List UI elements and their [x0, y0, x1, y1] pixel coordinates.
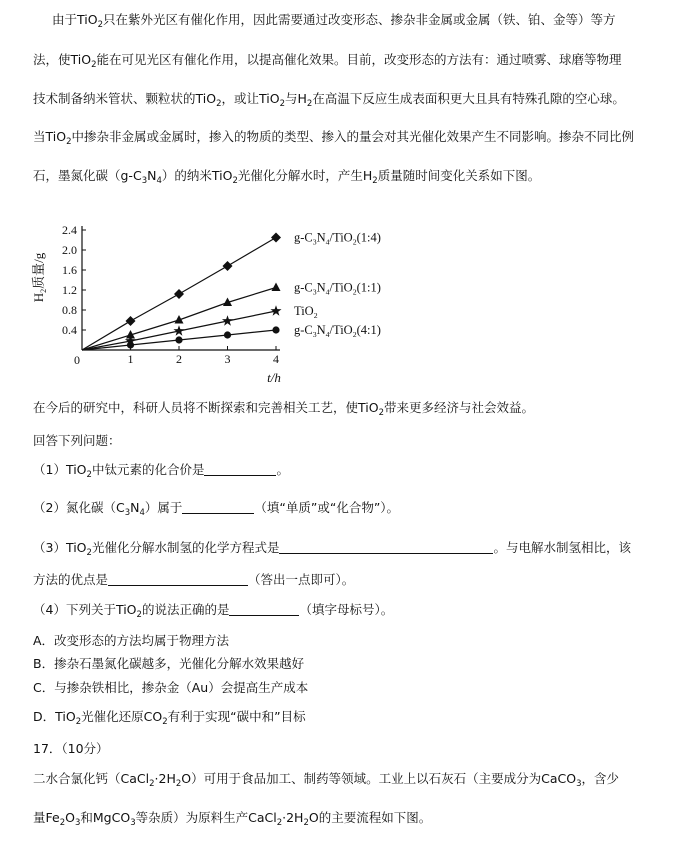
circle-marker — [127, 341, 134, 348]
star-marker — [270, 305, 281, 315]
question-2 — [33, 500, 670, 516]
text-run: N — [316, 280, 326, 295]
text-run: D．TiO — [33, 709, 76, 724]
text-run: 质量/g — [31, 252, 46, 289]
series-label — [294, 304, 318, 320]
subscript: 3 — [312, 237, 317, 247]
text-run: ）的纳米TiO — [161, 168, 233, 183]
subscript: 4 — [325, 237, 330, 247]
text-run: 光催化分解水制氢的化学方程式是 — [91, 540, 280, 555]
subscript: 2 — [352, 330, 357, 339]
text-run: g-C — [294, 280, 313, 295]
text-run: 中掺杂非金属或金属时，掺入的物质的类型、掺入的量会对其光催化效果产生不同影响。掺杂不同比例 — [71, 129, 635, 144]
text-run: 技术制备纳米管状、颗粒状的TiO — [33, 91, 217, 106]
option-d — [33, 709, 670, 725]
text-run: （填字母标号）。 — [299, 602, 394, 617]
text-run: 等杂质）为原料生产CaCl — [135, 810, 277, 825]
subscript: 2 — [303, 818, 309, 828]
text-run: （填“单质”或“化合物”）。 — [254, 500, 400, 515]
text-run: 光催化分解水时，产生H — [237, 168, 373, 183]
circle-marker — [175, 336, 182, 343]
text-run: H — [31, 292, 46, 303]
diamond-marker — [126, 316, 136, 326]
x-axis-label: t/h — [267, 370, 281, 385]
question-17-heading: 17．（10分） — [33, 741, 109, 756]
text-run: O）可用于食品加工、制药等领域。工业上以石灰石（主要成分为CaCO — [181, 771, 577, 786]
circle-marker — [224, 331, 231, 338]
text-run: g-C — [294, 230, 313, 245]
y-axis-label — [31, 252, 48, 302]
y-tick-label: 0.8 — [62, 303, 77, 317]
text-run: (4:1) — [356, 323, 381, 337]
text-run: （4）下列关于TiO — [33, 602, 137, 617]
text-run: 。与电解水制氢相比，该 — [493, 540, 631, 555]
y-tick-label: 2.0 — [62, 243, 77, 257]
subscript: 2 — [306, 99, 313, 109]
subscript: 2 — [372, 176, 378, 186]
text-run: 与H — [285, 91, 307, 106]
subscript: 2 — [352, 237, 357, 247]
diamond-marker — [223, 261, 233, 271]
text-run: 和MgCO — [80, 810, 131, 825]
subscript: 2 — [232, 176, 238, 186]
text-run: 只在紫外光区有催化作用，因此需要通过改变形态、掺杂非金属或金属（铁、铂、金等）等方 — [103, 12, 616, 27]
paragraph-2 — [33, 400, 670, 416]
text-run: (1:4) — [356, 230, 381, 245]
diamond-marker — [271, 233, 281, 243]
text-run: 中钛元素的化合价是 — [91, 462, 205, 477]
subscript: 3 — [74, 818, 81, 828]
subscript: 2 — [91, 60, 97, 70]
text-run: g-C — [294, 323, 313, 337]
question-1 — [33, 462, 670, 478]
paragraph-1-line-4 — [33, 129, 670, 145]
subscript: 2 — [313, 311, 318, 320]
question-3-line-1 — [33, 540, 670, 556]
subscript: 2 — [66, 137, 72, 147]
x-tick-label: 3 — [224, 352, 231, 366]
text-run: 在高温下反应生成表面积更大且具有特殊孔隙的空心球。 — [312, 91, 625, 106]
subscript: 2 — [75, 717, 82, 727]
subscript: 2 — [59, 818, 66, 828]
subscript: 4 — [325, 330, 330, 339]
diamond-marker — [174, 289, 184, 299]
answer-heading: 回答下列问题： — [33, 433, 121, 448]
answer-blank[interactable] — [279, 541, 493, 554]
text-run: /TiO — [329, 280, 353, 295]
text-run: 在今后的研究中，科研人员将不断探索和完善相关工艺，使TiO — [33, 400, 379, 415]
text-run: 质量随时间变化关系如下图。 — [377, 168, 541, 183]
subscript: 2 — [216, 99, 222, 109]
text-run: N — [147, 168, 157, 183]
x-tick-label: 1 — [127, 352, 134, 366]
text-run: ，或让TiO — [221, 91, 280, 106]
text-run: 的说法正确的是 — [141, 602, 230, 617]
paragraph-1-line-1 — [52, 12, 670, 28]
series-label — [294, 323, 381, 339]
origin-label: 0 — [74, 353, 80, 367]
text-run: /TiO — [329, 323, 353, 337]
y-tick-label: 1.2 — [62, 283, 77, 297]
answer-blank[interactable] — [108, 573, 248, 586]
paragraph-1-line-2 — [33, 52, 670, 68]
question-3-line-2 — [33, 572, 670, 588]
text-run: N — [130, 500, 140, 515]
text-run: 有利于实现“碳中和”目标 — [167, 709, 306, 724]
answer-blank[interactable] — [182, 501, 254, 514]
subscript: 2 — [86, 548, 92, 558]
x-tick-label: 4 — [273, 352, 279, 366]
subscript: 3 — [576, 779, 582, 789]
text-run: ，含少 — [581, 771, 619, 786]
triangle-marker — [272, 283, 281, 292]
subscript: 2 — [276, 818, 283, 828]
subscript: 3 — [141, 176, 148, 186]
subscript: 3 — [124, 508, 131, 518]
subscript: 2 — [175, 779, 182, 789]
star-marker — [222, 315, 233, 325]
option-b: B．掺杂石墨氮化碳越多，光催化分解水效果越好 — [33, 656, 305, 671]
subscript: 4 — [139, 508, 145, 518]
subscript: 3 — [312, 287, 317, 297]
subscript: 3 — [130, 818, 136, 828]
text-run: O的主要流程如下图。 — [308, 810, 432, 825]
option-c: C．与掺杂铁相比，掺杂金（Au）会提高生产成本 — [33, 680, 309, 695]
text-run: （3）TiO — [33, 540, 87, 555]
subscript: 4 — [156, 176, 162, 186]
text-run: 带来更多经济与社会效益。 — [384, 400, 535, 415]
text-run: 量Fe — [33, 810, 60, 825]
paragraph-3-line-2 — [33, 810, 670, 826]
text-run: 当TiO — [33, 129, 67, 144]
x-tick-label: 2 — [176, 352, 182, 366]
subscript: 4 — [325, 287, 330, 297]
text-run: 由于TiO — [52, 12, 98, 27]
subscript: 2 — [162, 717, 168, 727]
subscript: 2 — [149, 779, 155, 789]
text-run: O — [65, 810, 75, 825]
text-run: 。 — [276, 462, 289, 477]
y-tick-label: 1.6 — [62, 263, 77, 277]
subscript: 2 — [86, 470, 92, 480]
text-run: N — [316, 323, 326, 337]
text-run: ）属于 — [144, 500, 183, 515]
text-run: 光催化还原CO — [81, 709, 163, 724]
subscript: 2 — [97, 20, 103, 30]
text-run: （答出一点即可）。 — [248, 572, 355, 587]
h2-mass-chart — [30, 198, 400, 386]
subscript: 2 — [352, 287, 357, 297]
text-run: （1）TiO — [33, 462, 87, 477]
text-run: TiO — [294, 304, 314, 318]
text-run: 二水合氯化钙（CaCl — [33, 771, 150, 786]
star-marker — [173, 325, 184, 335]
answer-blank[interactable] — [229, 603, 299, 616]
text-run: （2）氮化碳（C — [33, 500, 125, 515]
text-run: 石，墨氮化碳（g-C — [33, 168, 142, 183]
subscript: 2 — [279, 99, 285, 109]
text-run: ·2H — [154, 771, 176, 786]
paragraph-3-line-1 — [33, 771, 670, 787]
subscript: 2 — [136, 610, 142, 620]
subscript: 3 — [312, 330, 317, 339]
option-a: A．改变形态的方法均属于物理方法 — [33, 633, 230, 648]
circle-marker — [272, 326, 279, 333]
text-run: 方法的优点是 — [33, 572, 109, 587]
y-tick-label: 2.4 — [62, 223, 77, 237]
series-label — [294, 281, 381, 297]
text-run: N — [316, 230, 326, 245]
subscript: 2 — [378, 408, 384, 418]
paragraph-1-line-5 — [33, 168, 670, 184]
text-run: ·2H — [282, 810, 304, 825]
answer-blank[interactable] — [204, 463, 276, 476]
subscript: 2 — [39, 288, 48, 293]
text-run: (1:1) — [356, 280, 381, 295]
paragraph-1-line-3 — [33, 91, 670, 107]
text-run: 能在可见光区有催化作用，以提高催化效果。目前，改变形态的方法有：通过喷雾、球磨等物理 — [96, 52, 622, 67]
text-run: /TiO — [329, 230, 353, 245]
y-tick-label: 0.4 — [62, 323, 77, 337]
text-run: 法，使TiO — [33, 52, 92, 67]
question-4 — [33, 602, 670, 618]
series-label — [294, 231, 381, 247]
